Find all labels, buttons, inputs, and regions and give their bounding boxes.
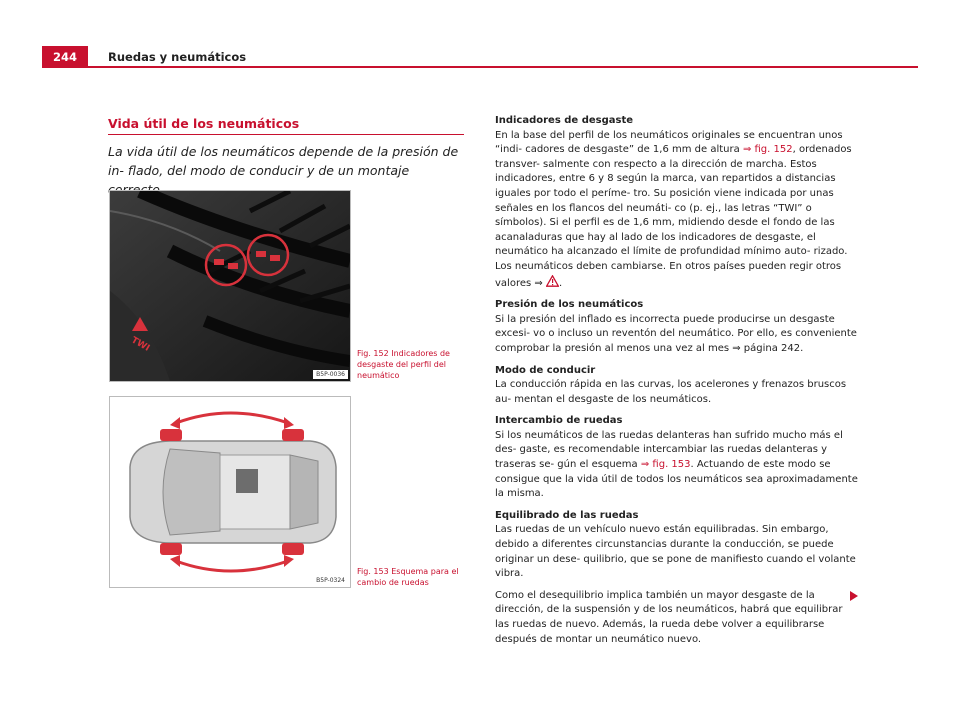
- figure-code: B5P-0036: [313, 370, 348, 379]
- balance-paragraph: Las ruedas de un vehículo nuevo están equilibradas. Sin embargo, debido a diferentes circunstancias durante la conducción, se puede originar un dese- quilibrio, que se pone de manifiesto cuando el volante vibra.: [495, 524, 856, 580]
- swap-text-cont: . Actuando de este modo se consigue que la vida útil de todos los neumáticos sea aproximadamente la misma.: [495, 459, 858, 500]
- fig-153-link[interactable]: ⇒ fig. 153: [640, 459, 691, 471]
- page-header: [42, 46, 918, 68]
- figure-tread-wear-indicators: [109, 190, 351, 382]
- balance-paragraph-2: Como el desequilibrio implica también un mayor desgaste de la dirección, de la suspensión y de los neumáticos, habrá que equilibrar las ruedas de nuevo. Además, la rueda debe volver a equilibrarse después de montar un neumático nuevo.: [495, 589, 843, 645]
- pressure-paragraph: Si la presión del inflado es incorrecta puede producirse un desgaste excesi- vo o incluso un reventón del neumático. Por ello, es conveniente comprobar la presión al menos una vez al mes ⇒ página 242.: [495, 313, 857, 354]
- figure-caption: Fig. 152 Indicadores de desgaste del perfil del neumático: [357, 349, 450, 380]
- driving-paragraph: La conducción rápida en las curvas, los acelerones y frenazos bruscos au- mentan el desgaste de los neumáticos.: [495, 379, 847, 405]
- balance-heading: Equilibrado de las ruedas: [495, 509, 639, 521]
- wear-text: En la base del perfil de los neumáticos originales se encuentran unos “indi- cadores de desgaste” de 1,6 mm de altura: [495, 129, 843, 156]
- warning-icon[interactable]: [546, 275, 559, 287]
- continue-arrow-icon: [850, 591, 858, 601]
- tread-illustration: [110, 191, 350, 381]
- figure-wheel-rotation: [109, 396, 351, 588]
- swap-paragraph: [495, 429, 859, 502]
- body-column: [495, 114, 859, 654]
- figure-caption: Fig. 153 Esquema para el cambio de ruedas: [357, 567, 459, 587]
- section-rule: [108, 134, 464, 135]
- header-rule: [42, 66, 918, 68]
- wear-heading: Indicadores de desgaste: [495, 115, 634, 126]
- wear-text-cont: , ordenados transver- salmente con respecto a la dirección de marcha. Estos indicadores, entre 6 y 8 según la marca, van repartidos a distancias iguales por todo el períme- tro. Su posición viene indicada por unas señales en los flancos del neumáti- co (p. ej., las letras “TWI” o símbolos). Si el perfil es de 1,6 mm, midiendo desde el fondo de las acanaladuras que hay al lado de los indicadores de desgaste, el neumático ha alcanzado el límite de profundidad mínimo auto- rizado. Los neumáticos deben cambiarse. En otros países pueden regir otros valores ⇒: [495, 144, 852, 289]
- pressure-heading: Presión de los neumáticos: [495, 299, 644, 311]
- header-title: Ruedas y neumáticos: [108, 50, 247, 64]
- driving-heading: Modo de conducir: [495, 364, 596, 376]
- wear-paragraph: [495, 129, 859, 292]
- swap-text: Si los neumáticos de las ruedas delanteras han sufrido mucho más el des- gaste, es recomendable intercambiar las ruedas delanteras y traseras se- gún el esquema: [495, 429, 843, 471]
- section-intro: La vida útil de los neumáticos depende de la presión de in- flado, del modo de conducir y de un montaje: [108, 144, 459, 178]
- twi-marking: TWI: [129, 335, 152, 354]
- page-number: 244: [42, 46, 88, 68]
- section-title: Vida útil de los neumáticos: [108, 116, 300, 131]
- swap-heading: Intercambio de ruedas: [495, 415, 623, 427]
- car-top-view-illustration: [110, 397, 350, 587]
- wear-text-end: .: [558, 277, 563, 289]
- figure-code: B5P-0324: [313, 576, 348, 585]
- fig-152-link[interactable]: ⇒ fig. 152: [742, 144, 793, 156]
